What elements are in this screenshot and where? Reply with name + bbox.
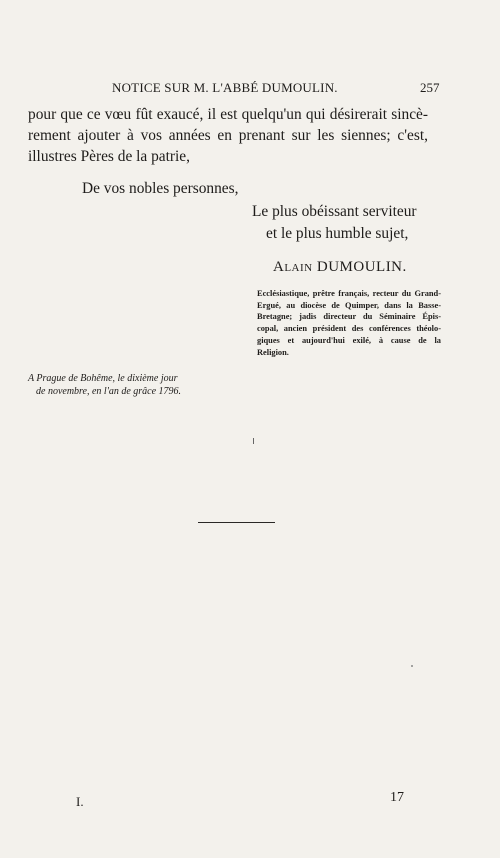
place-date-line-1: A Prague de Bohême, le dixième jour [28, 373, 178, 384]
page-number: 257 [420, 80, 440, 95]
running-title: NOTICE SUR M. L'ABBÉ DUMOULIN. [112, 80, 338, 95]
place-and-date [28, 372, 238, 398]
signature [273, 259, 407, 276]
section-divider [198, 522, 275, 523]
bio-line: Ergué, au diocèse de Quimper, dans la Basse- [257, 300, 441, 310]
author-bio [257, 288, 441, 358]
bio-line: Religion. [257, 347, 289, 357]
signature-first-name: Alain [273, 259, 313, 275]
body-line-2: rement ajouter à vos années en prenant sur les siennes; c'est, [28, 127, 428, 144]
gathering-number: 17 [390, 790, 404, 805]
closing-salutation-2: Le plus obéissant serviteur [252, 203, 417, 220]
bio-line: giques et aujourd'hui exilé, à cause de la [257, 335, 441, 345]
stray-dot [411, 665, 413, 667]
stray-mark [253, 438, 254, 444]
body-line-3: illustres Pères de la patrie, [28, 148, 190, 165]
place-date-line-2: de novembre, en l'an de grâce 1796. [36, 386, 182, 397]
body-paragraph [28, 104, 428, 167]
bio-line: Ecclésiastique, prêtre français, recteur du Grand- [257, 289, 441, 298]
signature-last-name: DUMOULIN. [316, 259, 407, 275]
signature-mark: I. [76, 794, 84, 809]
closing-salutation-1: De vos nobles personnes, [82, 180, 239, 197]
bio-line: Bretagne; jadis directeur du Séminaire Épis- [257, 312, 441, 322]
closing-salutation-3: et le plus humble sujet, [266, 225, 409, 242]
bio-line: copal, ancien président des conférences théolo- [257, 324, 441, 334]
body-line-1: pour que ce vœu fût exaucé, il est quelqu'un qui désirerait sincè- [28, 106, 428, 123]
